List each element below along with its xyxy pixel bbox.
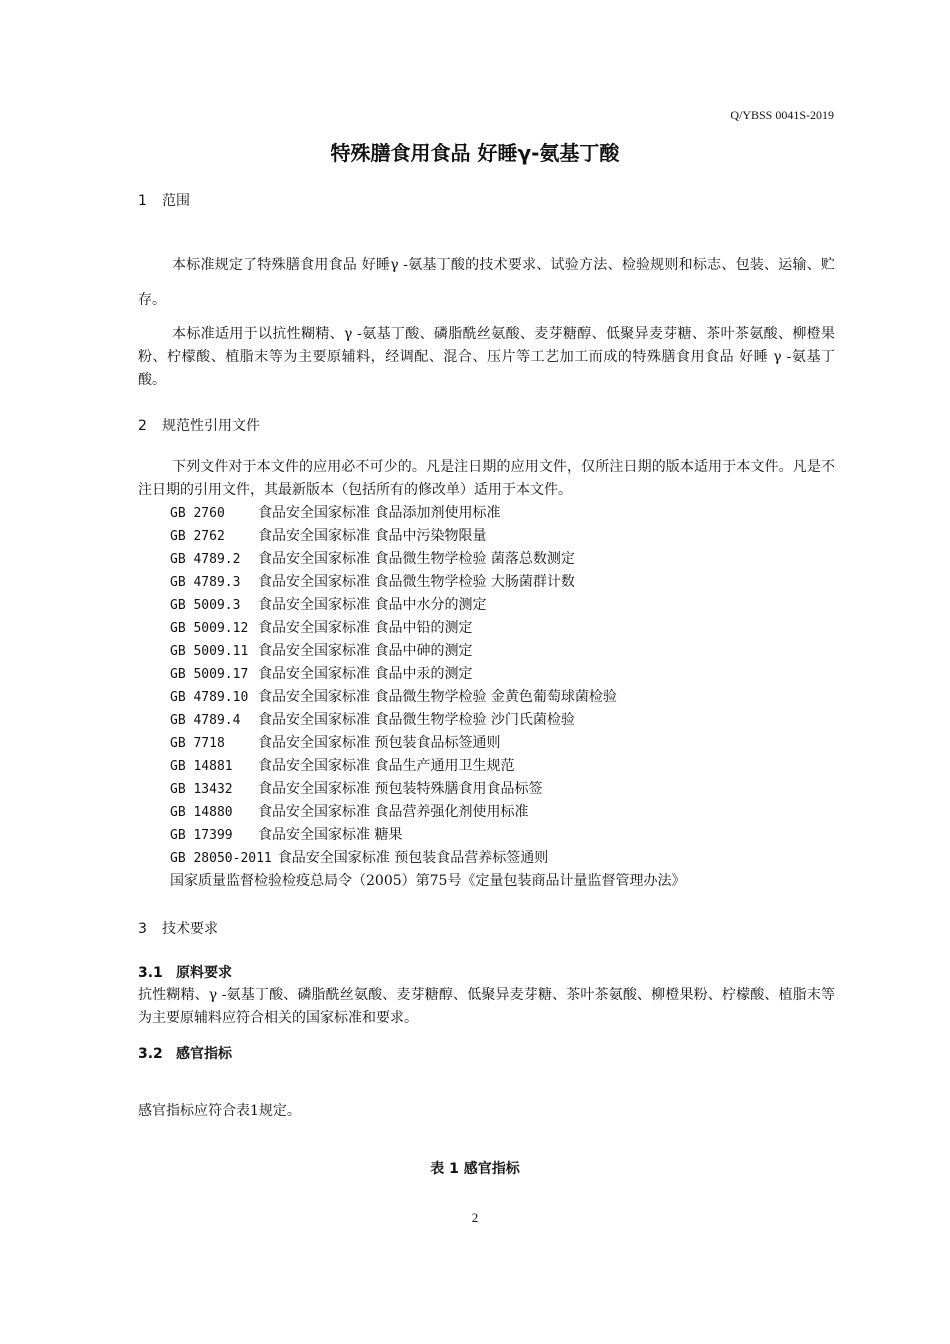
reference-code: GB 4789.2 — [170, 552, 241, 567]
section-number: 1 — [138, 193, 147, 209]
reference-code: GB 7718 — [170, 736, 225, 751]
reference-title: 食品安全国家标准 食品微生物学检验 菌落总数测定 — [258, 551, 575, 567]
section-number: 2 — [138, 418, 147, 434]
reference-title: 食品安全国家标准 食品中污染物限量 — [258, 528, 487, 544]
section-title: 原料要求 — [176, 965, 232, 981]
reference-item — [170, 732, 500, 755]
section-number: 3.2 — [138, 1046, 163, 1062]
reference-code: GB 5009.11 — [170, 644, 249, 659]
reference-title: 食品安全国家标准 食品微生物学检验 沙门氏菌检验 — [258, 712, 575, 728]
scope-paragraph-1: 本标准规定了特殊膳食用食品 好睡γ -氨基丁酸的技术要求、试验方法、检验规则和标志、包装、运输、贮存。 — [138, 257, 835, 308]
reference-code: GB 5009.17 — [170, 667, 249, 682]
reference-code: GB 4789.10 — [170, 690, 249, 705]
reference-item — [170, 502, 500, 525]
section-3-heading — [138, 918, 218, 938]
reference-title: 食品安全国家标准 食品营养强化剂使用标准 — [258, 804, 529, 820]
reference-item — [170, 571, 575, 594]
reference-code: GB 4789.4 — [170, 713, 241, 728]
reference-title: 食品安全国家标准 食品中砷的测定 — [258, 643, 473, 659]
section-3-1-heading — [138, 962, 232, 982]
reference-code: GB 2762 — [170, 529, 225, 544]
section-title: 规范性引用文件 — [162, 418, 260, 434]
reference-title: 食品安全国家标准 食品中铅的测定 — [258, 620, 473, 636]
reference-item — [170, 801, 528, 824]
section-number: 3 — [138, 921, 147, 937]
scope-paragraph-2: 本标准适用于以抗性糊精、γ -氨基丁酸、磷脂酰丝氨酸、麦芽糖醇、低聚异麦芽糖、茶叶茶氨酸、柳橙果粉、柠檬酸、植脂末等为主要原辅料，经调配、混合、压片等工艺加工而成的特殊膳食用食品 好睡 γ -氨基丁酸。 — [138, 326, 835, 388]
reference-title: 食品安全国家标准 食品微生物学检验 大肠菌群计数 — [258, 574, 575, 590]
reference-code: GB 2760 — [170, 506, 225, 521]
document-title: 特殊膳食用食品 好睡γ-氨基丁酸 — [330, 141, 620, 165]
section-number: 3.1 — [138, 965, 163, 981]
reference-item — [170, 617, 472, 640]
section-3-2-heading — [138, 1043, 232, 1063]
document-code: Q/YBSS 0041S-2019 — [730, 108, 834, 122]
reference-item — [170, 686, 617, 709]
reference-item — [170, 709, 575, 732]
reference-title: 食品安全国家标准 食品微生物学检验 金黄色葡萄球菌检验 — [258, 689, 617, 705]
reference-title: 食品安全国家标准 预包装食品标签通则 — [258, 735, 501, 751]
section-2-heading — [138, 415, 260, 435]
reference-code: GB 5009.12 — [170, 621, 249, 636]
section-1-heading — [138, 190, 190, 210]
section-title: 技术要求 — [162, 921, 218, 937]
reference-code: GB 13432 — [170, 782, 233, 797]
reference-code: GB 5009.3 — [170, 598, 241, 613]
reference-title: 食品安全国家标准 食品添加剂使用标准 — [258, 505, 501, 521]
references-intro: 下列文件对于本文件的应用必不可少的。凡是注日期的应用文件，仅所注日期的版本适用于本文件。凡是不注日期的引用文件，其最新版本（包括所有的修改单）适用于本文件。 — [138, 459, 835, 498]
raw-material-paragraph: 抗性糊精、γ -氨基丁酸、磷脂酰丝氨酸、麦芽糖醇、低聚异麦芽糖、茶叶茶氨酸、柳橙果粉、柠檬酸、植脂末等为主要原辅料应符合相关的国家标准和要求。 — [138, 987, 835, 1026]
sensory-paragraph: 感官指标应符合表1规定。 — [138, 1103, 301, 1119]
reference-title: 食品安全国家标准 食品中水分的测定 — [258, 597, 487, 613]
reference-title: 食品安全国家标准 食品生产通用卫生规范 — [258, 758, 515, 774]
section-title: 范围 — [162, 193, 190, 209]
page-number: 2 — [471, 1210, 479, 1225]
reference-title: 食品安全国家标准 预包装特殊膳食用食品标签 — [258, 781, 543, 797]
reference-code: GB 17399 — [170, 828, 233, 843]
reference-title: 食品安全国家标准 预包装食品营养标签通则 — [277, 850, 549, 866]
reference-code: GB 14880 — [170, 805, 233, 820]
reference-item — [170, 640, 472, 663]
reference-item — [170, 525, 486, 548]
reference-code: GB 28050-2011 — [170, 851, 272, 866]
reference-code: GB 14881 — [170, 759, 233, 774]
reference-title: 食品安全国家标准 糖果 — [258, 827, 403, 843]
table-caption: 表 1 感官指标 — [430, 1161, 520, 1177]
reference-title: 食品安全国家标准 食品中汞的测定 — [258, 666, 473, 682]
reference-item-decree: 国家质量监督检验检疫总局令（2005）第75号《定量包装商品计量监督管理办法》 — [170, 873, 686, 889]
reference-item — [170, 847, 548, 870]
reference-item — [170, 778, 542, 801]
reference-item — [170, 548, 575, 571]
reference-item — [170, 824, 402, 847]
section-title: 感官指标 — [176, 1046, 232, 1062]
reference-item — [170, 663, 472, 686]
reference-code: GB 4789.3 — [170, 575, 241, 590]
reference-item — [170, 755, 514, 778]
reference-item — [170, 594, 486, 617]
